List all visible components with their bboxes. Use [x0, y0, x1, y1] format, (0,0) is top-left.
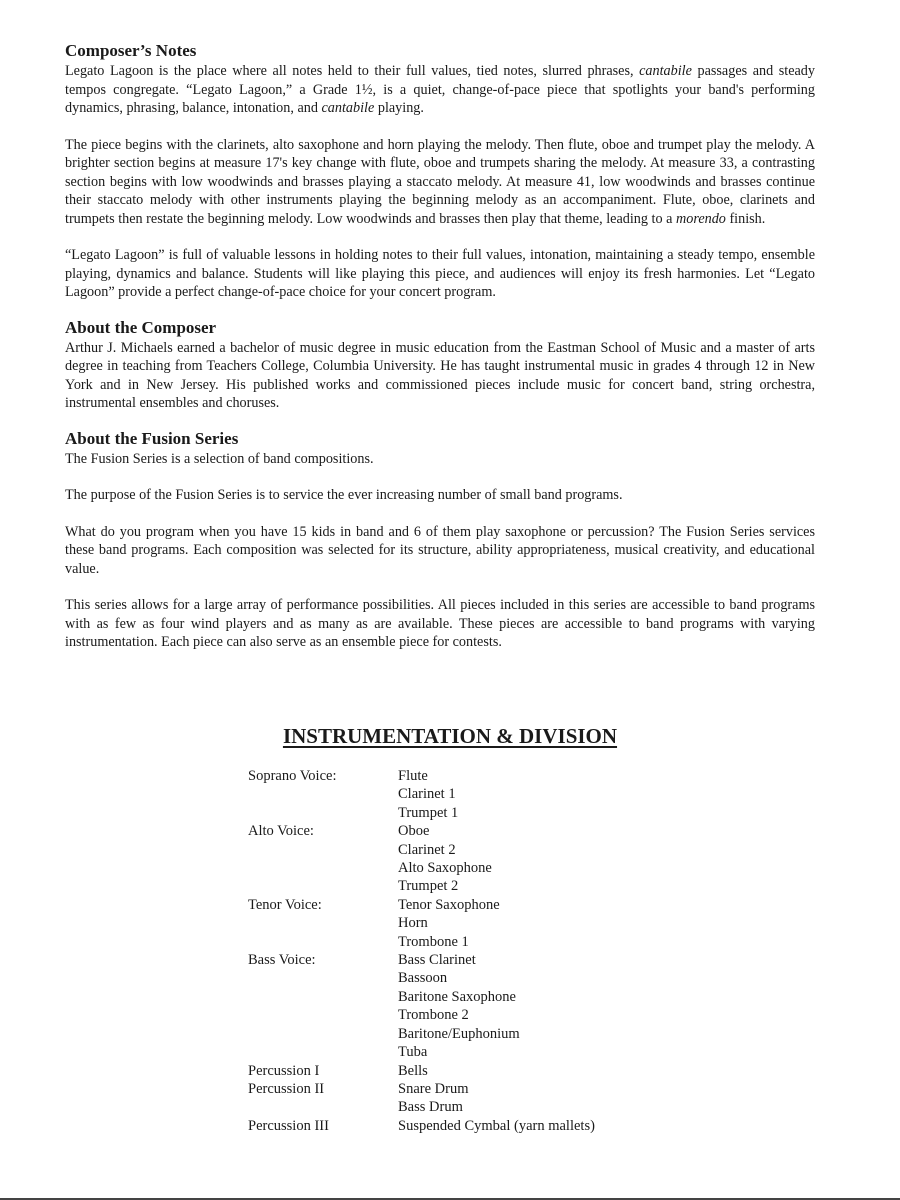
instrumentation-row	[248, 896, 595, 914]
instrumentation-row	[248, 877, 595, 895]
instrumentation-row	[248, 822, 595, 840]
instrumentation-row	[248, 804, 595, 822]
instrument-name: Clarinet 2	[398, 841, 456, 858]
voice-label: Percussion III	[248, 1117, 329, 1134]
voice-label	[248, 969, 398, 987]
text-run: playing.	[374, 100, 424, 116]
instrument-name: Bass Clarinet	[398, 952, 476, 969]
instrumentation-row	[248, 841, 595, 859]
instrument-name: Suspended Cymbal (yarn mallets)	[398, 1117, 595, 1134]
instrumentation-row	[248, 1043, 595, 1061]
composers-notes-section	[65, 40, 815, 302]
text-run: finish.	[725, 210, 766, 227]
italic-term: cantabile	[321, 100, 375, 116]
instrument-name: Horn	[398, 915, 428, 932]
composers-notes-heading: Composer’s Notes	[65, 41, 197, 60]
instrument-name: Trumpet 1	[398, 804, 459, 821]
italic-term: morendo	[675, 210, 726, 227]
voice-label	[248, 1006, 398, 1024]
voice-label: Alto Voice:	[248, 823, 314, 840]
voice-label: Percussion I	[248, 1062, 320, 1079]
instrument-name: Trumpet 2	[398, 878, 459, 895]
instrument-name: Trombone 1	[398, 933, 469, 950]
composers-notes-paragraph-1	[65, 62, 815, 118]
instrumentation-row	[248, 1117, 595, 1135]
instrumentation-row	[248, 1025, 595, 1043]
voice-label	[248, 1098, 398, 1116]
instrument-name: Baritone/Euphonium	[398, 1025, 520, 1042]
instrument-name: Bass Drum	[398, 1099, 463, 1116]
instrumentation-title	[0, 724, 900, 749]
text-run: Legato Lagoon is the place where all notes held to their full values, tied notes, slurred phrases,	[65, 63, 640, 79]
instrument-name: Alto Saxophone	[398, 860, 492, 877]
about-series-section	[65, 428, 815, 652]
instrument-name: Baritone Saxophone	[398, 988, 516, 1005]
instrumentation-list	[248, 767, 595, 1135]
voice-label	[248, 804, 398, 822]
instrument-name: Tuba	[398, 1044, 428, 1061]
about-series-heading: About the Fusion Series	[65, 428, 239, 448]
text-run: The piece begins with the clarinets, alto saxophone and horn playing the melody. Then flute, oboe and trumpet play the melody. A brighter section begins at measure 17's key change with flute, oboe and trumpets sharing the melody. At measure 33, a contrasting section begins with low woodwinds and brasses playing a staccato melody. At measure 41, low woodwinds and brasses continue their staccato melody with other instruments playing the beginning melody as an accompaniment. Flute, oboe, clarinets and trumpets then restate the beginning melody. Low woodwinds and brasses then play that theme, leading to a	[65, 136, 815, 227]
instrumentation-row	[248, 785, 595, 803]
instrumentation-row	[248, 859, 595, 877]
voice-label	[248, 785, 398, 803]
voice-label	[248, 841, 398, 859]
instrumentation-row	[248, 933, 595, 951]
about-series-paragraph-2: The purpose of the Fusion Series is to service the ever increasing number of small band programs.	[65, 487, 623, 503]
voice-label	[248, 988, 398, 1006]
composers-notes-paragraph-3: “Legato Lagoon” is full of valuable lessons in holding notes to their full values, intonation, maintaining a steady tempo, ensemble playing, dynamics and balance. Students will like playing this piece, and audiences will enjoy its fresh harmonies. Let “Legato Lagoon” provide a perfect change-of-pace choice for your concert program.	[65, 247, 815, 300]
instrumentation-row	[248, 1098, 595, 1116]
about-series-paragraph-1: The Fusion Series is a selection of band compositions.	[65, 450, 374, 467]
about-series-paragraph-4: This series allows for a large array of performance possibilities. All pieces included in this series are accessible to band programs with as few as four wind players and as many as are available. These pieces are accessible to band programs with varying instrumentation. Each piece can also serve as an ensemble piece for contests.	[65, 597, 815, 650]
about-composer-heading: About the Composer	[65, 317, 217, 337]
instrumentation-row	[248, 988, 595, 1006]
instrumentation-row	[248, 1080, 595, 1098]
voice-label	[248, 1025, 398, 1043]
voice-label: Bass Voice:	[248, 952, 316, 969]
voice-label	[248, 859, 398, 877]
instrument-name: Trombone 2	[398, 1007, 469, 1024]
voice-label	[248, 1043, 398, 1061]
voice-label: Tenor Voice:	[248, 896, 322, 913]
italic-term: cantabile	[639, 63, 692, 79]
instrumentation-row	[248, 767, 595, 785]
voice-label	[248, 914, 398, 932]
instrument-name: Clarinet 1	[398, 786, 456, 803]
voice-label: Percussion II	[248, 1080, 325, 1097]
instrumentation-row	[248, 1006, 595, 1024]
about-composer-section	[65, 317, 815, 413]
about-series-paragraph-3: What do you program when you have 15 kids in band and 6 of them play saxophone or percussion? The Fusion Series services these band programs. Each composition was selected for its structure, ability appropriateness, musical creativity, and educational value.	[65, 523, 815, 577]
voice-label	[248, 877, 398, 895]
document-body	[65, 40, 815, 667]
about-composer-paragraph: Arthur J. Michaels earned a bachelor of music degree in music education from the Eastman School of Music and a master of arts degree in teaching from Teachers College, Columbia University. He has taught instrumental music in grades 4 through 12 in New York and in New Jersey. His published works and commissioned pieces include music for concert band, string orchestra, instrumental ensembles and choruses.	[65, 339, 815, 411]
instrument-name: Bells	[398, 1062, 428, 1079]
instrument-name: Flute	[398, 768, 428, 784]
composers-notes-paragraph-2	[65, 136, 815, 229]
instrument-name: Oboe	[398, 823, 430, 840]
instrument-name: Snare Drum	[398, 1080, 469, 1097]
instrument-name: Bassoon	[398, 970, 448, 987]
text-run: passages and steady tempos congregate. “Legato Lagoon,” a Grade 1½, is a quiet, change-of-pace piece that spotlights your band's performing dynamics, phrasing, balance, intonation, and	[65, 63, 815, 116]
voice-label	[248, 933, 398, 951]
instrumentation-row	[248, 969, 595, 987]
instrumentation-row	[248, 1062, 595, 1080]
instrumentation-title-text: INSTRUMENTATION & DIVISION	[282, 724, 618, 748]
instrumentation-row	[248, 914, 595, 932]
voice-label: Soprano Voice:	[248, 768, 337, 784]
instrument-name: Tenor Saxophone	[398, 896, 500, 913]
instrumentation-row	[248, 951, 595, 969]
